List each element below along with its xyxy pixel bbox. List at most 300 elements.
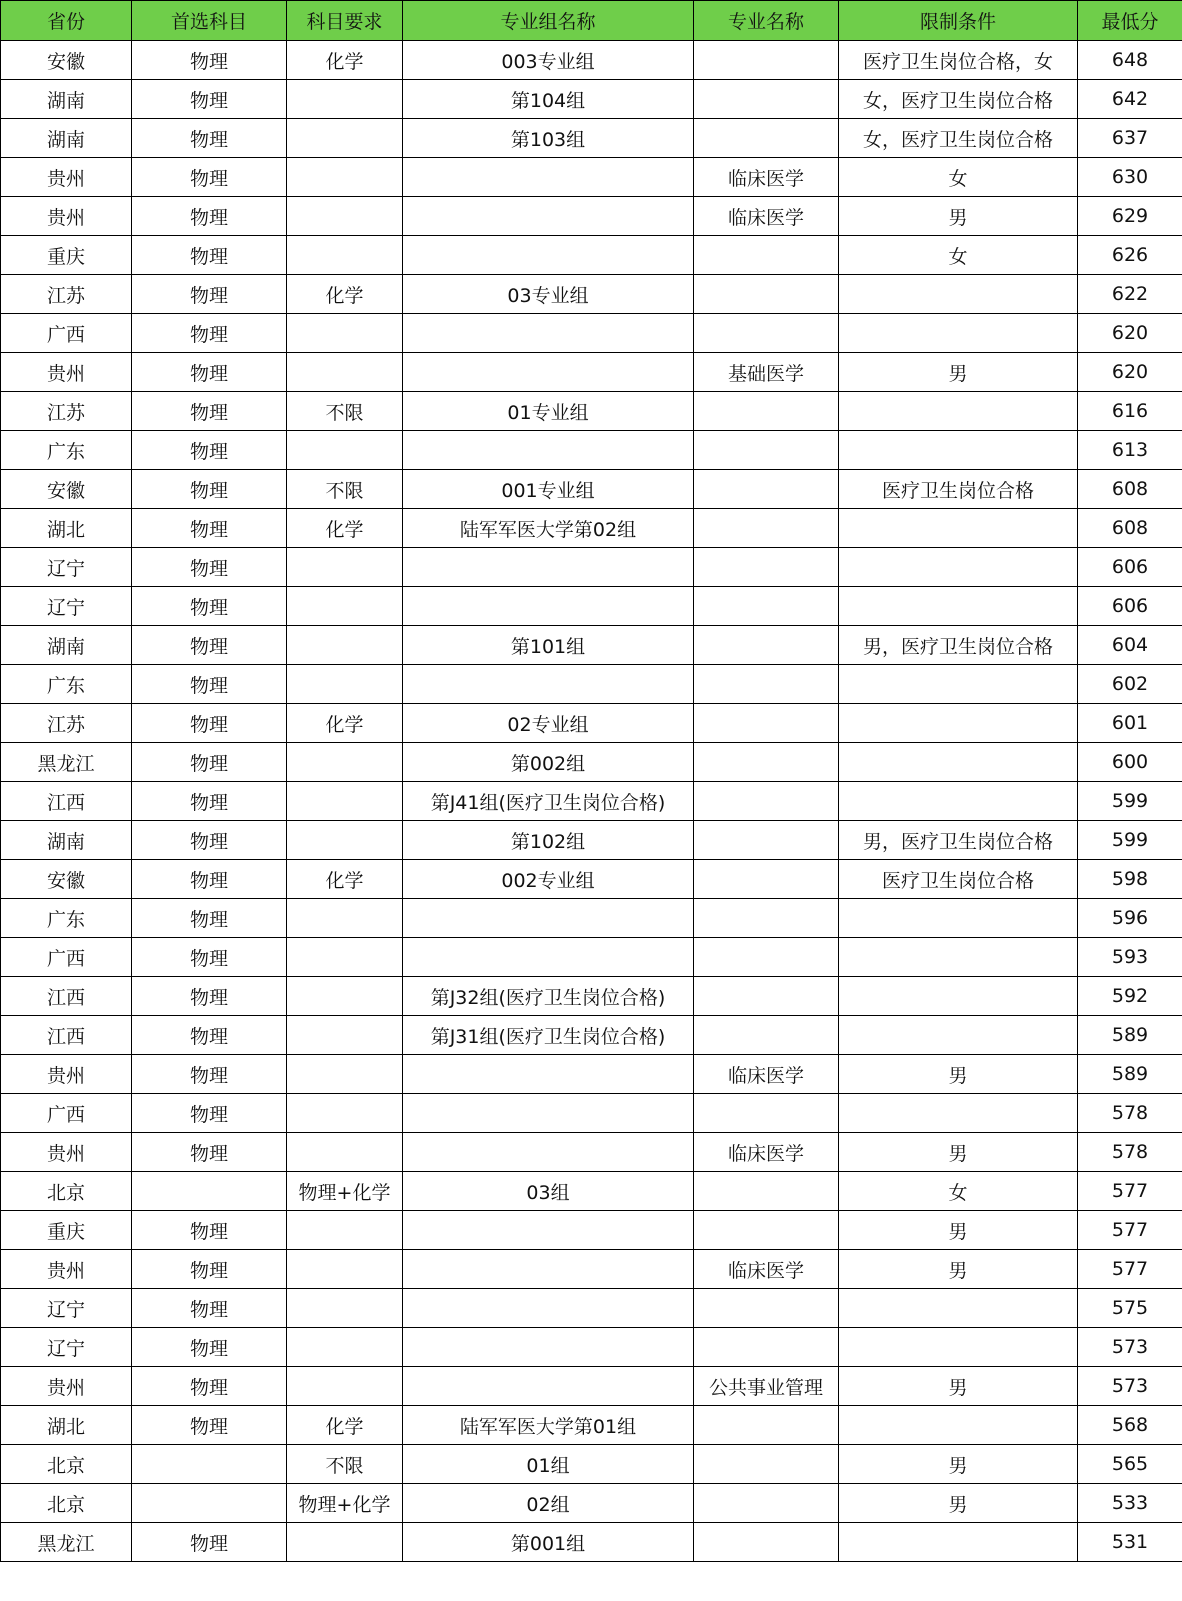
province-cell: 北京 [1,1172,132,1211]
primary-subject-cell: 物理 [132,1133,287,1172]
major-name-cell [694,41,839,80]
min-score-cell: 622 [1078,275,1182,314]
major-name-cell [694,626,839,665]
province-cell: 贵州 [1,353,132,392]
table-row [1,548,1182,587]
province-cell: 北京 [1,1445,132,1484]
restriction-cell [839,431,1078,470]
major-group-cell: 第101组 [403,626,694,665]
restriction-cell [839,392,1078,431]
subject-requirement-cell: 化学 [287,704,403,743]
min-score-cell: 577 [1078,1211,1182,1250]
major-name-cell [694,1523,839,1562]
table-row [1,1055,1182,1094]
subject-requirement-cell [287,743,403,782]
restriction-cell: 男 [839,197,1078,236]
major-group-cell: 第J31组(医疗卫生岗位合格) [403,1016,694,1055]
min-score-cell: 606 [1078,548,1182,587]
table-row [1,1250,1182,1289]
restriction-cell: 男 [839,1250,1078,1289]
min-score-cell: 578 [1078,1133,1182,1172]
major-name-cell [694,665,839,704]
min-score-cell: 577 [1078,1250,1182,1289]
major-name-cell [694,704,839,743]
major-group-cell: 第J32组(医疗卫生岗位合格) [403,977,694,1016]
primary-subject-cell: 物理 [132,899,287,938]
province-cell: 湖南 [1,821,132,860]
table-row [1,626,1182,665]
restriction-cell: 女，医疗卫生岗位合格 [839,80,1078,119]
province-cell: 安徽 [1,470,132,509]
province-cell: 江苏 [1,275,132,314]
min-score-cell: 575 [1078,1289,1182,1328]
major-group-cell [403,1367,694,1406]
min-score-cell: 599 [1078,821,1182,860]
major-group-cell: 01组 [403,1445,694,1484]
restriction-cell [839,1289,1078,1328]
major-name-cell [694,899,839,938]
primary-subject-cell: 物理 [132,821,287,860]
restriction-cell: 男，医疗卫生岗位合格 [839,626,1078,665]
province-cell: 湖南 [1,626,132,665]
subject-requirement-cell [287,119,403,158]
primary-subject-cell: 物理 [132,977,287,1016]
province-cell: 广西 [1,1094,132,1133]
province-cell: 江苏 [1,704,132,743]
table-row [1,1406,1182,1445]
restriction-cell [839,587,1078,626]
primary-subject-cell: 物理 [132,1367,287,1406]
table-row [1,1484,1182,1523]
min-score-cell: 620 [1078,314,1182,353]
table-row [1,1172,1182,1211]
min-score-cell: 578 [1078,1094,1182,1133]
major-name-cell [694,1211,839,1250]
province-cell: 江苏 [1,392,132,431]
table-row [1,509,1182,548]
min-score-cell: 620 [1078,353,1182,392]
province-cell: 黑龙江 [1,1523,132,1562]
table-row [1,470,1182,509]
subject-requirement-cell [287,977,403,1016]
min-score-cell: 565 [1078,1445,1182,1484]
major-group-cell [403,1250,694,1289]
table-header [1,1,1182,41]
restriction-cell: 医疗卫生岗位合格 [839,860,1078,899]
primary-subject-cell: 物理 [132,626,287,665]
province-cell: 江西 [1,1016,132,1055]
province-cell: 安徽 [1,41,132,80]
min-score-cell: 601 [1078,704,1182,743]
subject-requirement-cell [287,1250,403,1289]
major-group-cell: 第002组 [403,743,694,782]
min-score-cell: 648 [1078,41,1182,80]
restriction-cell: 男 [839,1133,1078,1172]
restriction-cell [839,743,1078,782]
restriction-cell [839,1094,1078,1133]
province-cell: 辽宁 [1,548,132,587]
table-row [1,1445,1182,1484]
min-score-cell: 626 [1078,236,1182,275]
min-score-cell: 606 [1078,587,1182,626]
primary-subject-cell: 物理 [132,743,287,782]
restriction-cell [839,704,1078,743]
subject-requirement-cell [287,821,403,860]
subject-requirement-cell [287,353,403,392]
table-row [1,1094,1182,1133]
restriction-cell [839,314,1078,353]
major-name-cell [694,1094,839,1133]
major-name-cell: 基础医学 [694,353,839,392]
primary-subject-cell [132,1172,287,1211]
major-group-cell [403,1133,694,1172]
major-name-cell [694,1484,839,1523]
major-group-cell: 003专业组 [403,41,694,80]
major-name-cell [694,509,839,548]
header-major-group-name: 专业组名称 [403,1,694,41]
subject-requirement-cell [287,938,403,977]
min-score-cell: 613 [1078,431,1182,470]
min-score-cell: 608 [1078,470,1182,509]
header-major-name: 专业名称 [694,1,839,41]
major-group-cell [403,1211,694,1250]
min-score-cell: 568 [1078,1406,1182,1445]
major-group-cell [403,158,694,197]
province-cell: 广西 [1,314,132,353]
restriction-cell [839,1016,1078,1055]
major-name-cell [694,275,839,314]
min-score-cell: 637 [1078,119,1182,158]
subject-requirement-cell [287,626,403,665]
province-cell: 江西 [1,782,132,821]
restriction-cell: 男，医疗卫生岗位合格 [839,821,1078,860]
major-group-cell: 第103组 [403,119,694,158]
table-row [1,899,1182,938]
table-row [1,158,1182,197]
primary-subject-cell: 物理 [132,236,287,275]
table-row [1,314,1182,353]
header-restrictions: 限制条件 [839,1,1078,41]
primary-subject-cell: 物理 [132,1211,287,1250]
major-name-cell: 临床医学 [694,197,839,236]
subject-requirement-cell [287,80,403,119]
major-group-cell [403,665,694,704]
province-cell: 江西 [1,977,132,1016]
min-score-cell: 642 [1078,80,1182,119]
province-cell: 湖北 [1,1406,132,1445]
major-name-cell [694,977,839,1016]
major-group-cell [403,938,694,977]
subject-requirement-cell [287,314,403,353]
restriction-cell: 女，医疗卫生岗位合格 [839,119,1078,158]
major-group-cell [403,1055,694,1094]
table-row [1,1133,1182,1172]
table-row [1,977,1182,1016]
min-score-cell: 599 [1078,782,1182,821]
major-group-cell: 01专业组 [403,392,694,431]
major-name-cell [694,119,839,158]
subject-requirement-cell: 化学 [287,275,403,314]
subject-requirement-cell: 不限 [287,470,403,509]
major-name-cell [694,821,839,860]
min-score-cell: 531 [1078,1523,1182,1562]
restriction-cell [839,1328,1078,1367]
primary-subject-cell: 物理 [132,704,287,743]
primary-subject-cell: 物理 [132,431,287,470]
major-name-cell [694,1445,839,1484]
major-name-cell [694,236,839,275]
major-group-cell: 02专业组 [403,704,694,743]
table-body [1,41,1182,1562]
province-cell: 贵州 [1,197,132,236]
table-row [1,782,1182,821]
subject-requirement-cell [287,1133,403,1172]
major-group-cell: 第102组 [403,821,694,860]
primary-subject-cell: 物理 [132,392,287,431]
province-cell: 广东 [1,899,132,938]
major-name-cell [694,431,839,470]
major-name-cell [694,1172,839,1211]
restriction-cell [839,1523,1078,1562]
restriction-cell [839,782,1078,821]
primary-subject-cell: 物理 [132,80,287,119]
primary-subject-cell [132,1445,287,1484]
major-group-cell: 陆军军医大学第01组 [403,1406,694,1445]
major-group-cell: 02组 [403,1484,694,1523]
min-score-cell: 604 [1078,626,1182,665]
primary-subject-cell: 物理 [132,158,287,197]
primary-subject-cell: 物理 [132,1250,287,1289]
restriction-cell [839,938,1078,977]
major-group-cell [403,314,694,353]
primary-subject-cell: 物理 [132,197,287,236]
table-row [1,743,1182,782]
primary-subject-cell: 物理 [132,665,287,704]
subject-requirement-cell [287,899,403,938]
major-name-cell [694,470,839,509]
major-group-cell [403,1328,694,1367]
major-group-cell [403,899,694,938]
primary-subject-cell: 物理 [132,1328,287,1367]
table-row [1,431,1182,470]
primary-subject-cell: 物理 [132,1016,287,1055]
subject-requirement-cell [287,431,403,470]
subject-requirement-cell [287,782,403,821]
major-name-cell [694,1406,839,1445]
province-cell: 辽宁 [1,1328,132,1367]
major-group-cell [403,431,694,470]
table-row [1,236,1182,275]
min-score-cell: 593 [1078,938,1182,977]
primary-subject-cell: 物理 [132,314,287,353]
table-row [1,41,1182,80]
province-cell: 广东 [1,665,132,704]
primary-subject-cell [132,1484,287,1523]
province-cell: 辽宁 [1,1289,132,1328]
subject-requirement-cell: 化学 [287,860,403,899]
restriction-cell: 医疗卫生岗位合格，女 [839,41,1078,80]
table-row [1,665,1182,704]
primary-subject-cell: 物理 [132,119,287,158]
primary-subject-cell: 物理 [132,782,287,821]
primary-subject-cell: 物理 [132,548,287,587]
major-name-cell: 公共事业管理 [694,1367,839,1406]
restriction-cell: 女 [839,158,1078,197]
subject-requirement-cell [287,1094,403,1133]
header-province: 省份 [1,1,132,41]
major-name-cell: 临床医学 [694,1250,839,1289]
subject-requirement-cell: 化学 [287,1406,403,1445]
restriction-cell [839,1406,1078,1445]
restriction-cell: 男 [839,1367,1078,1406]
table-row [1,938,1182,977]
major-name-cell [694,782,839,821]
subject-requirement-cell [287,1289,403,1328]
major-group-cell [403,587,694,626]
primary-subject-cell: 物理 [132,353,287,392]
min-score-cell: 589 [1078,1055,1182,1094]
restriction-cell [839,275,1078,314]
major-group-cell: 第001组 [403,1523,694,1562]
province-cell: 北京 [1,1484,132,1523]
table-row [1,821,1182,860]
major-name-cell: 临床医学 [694,1133,839,1172]
major-name-cell [694,860,839,899]
major-name-cell: 临床医学 [694,1055,839,1094]
restriction-cell: 男 [839,1484,1078,1523]
header-subject-requirement: 科目要求 [287,1,403,41]
major-name-cell [694,392,839,431]
min-score-cell: 598 [1078,860,1182,899]
major-name-cell [694,314,839,353]
subject-requirement-cell [287,1328,403,1367]
major-group-cell: 03组 [403,1172,694,1211]
table-row [1,197,1182,236]
min-score-cell: 596 [1078,899,1182,938]
subject-requirement-cell: 化学 [287,41,403,80]
table-row [1,119,1182,158]
restriction-cell: 女 [839,1172,1078,1211]
table-row [1,704,1182,743]
major-name-cell: 临床医学 [694,158,839,197]
subject-requirement-cell: 化学 [287,509,403,548]
subject-requirement-cell [287,1211,403,1250]
province-cell: 贵州 [1,1250,132,1289]
major-group-cell [403,548,694,587]
min-score-cell: 533 [1078,1484,1182,1523]
subject-requirement-cell [287,1523,403,1562]
table-row [1,1289,1182,1328]
subject-requirement-cell: 不限 [287,392,403,431]
major-name-cell [694,1016,839,1055]
major-group-cell: 001专业组 [403,470,694,509]
subject-requirement-cell: 不限 [287,1445,403,1484]
subject-requirement-cell [287,587,403,626]
min-score-cell: 573 [1078,1367,1182,1406]
province-cell: 广东 [1,431,132,470]
major-name-cell [694,80,839,119]
min-score-cell: 600 [1078,743,1182,782]
major-group-cell [403,197,694,236]
province-cell: 湖北 [1,509,132,548]
restriction-cell: 男 [839,1055,1078,1094]
primary-subject-cell: 物理 [132,275,287,314]
primary-subject-cell: 物理 [132,1094,287,1133]
subject-requirement-cell: 物理+化学 [287,1172,403,1211]
table-row [1,275,1182,314]
min-score-cell: 630 [1078,158,1182,197]
min-score-cell: 573 [1078,1328,1182,1367]
table-row [1,1211,1182,1250]
table-row [1,353,1182,392]
primary-subject-cell: 物理 [132,1289,287,1328]
major-name-cell [694,1289,839,1328]
major-group-cell: 002专业组 [403,860,694,899]
primary-subject-cell: 物理 [132,1406,287,1445]
table-row [1,1328,1182,1367]
major-group-cell [403,236,694,275]
restriction-cell: 医疗卫生岗位合格 [839,470,1078,509]
major-group-cell: 第J41组(医疗卫生岗位合格) [403,782,694,821]
min-score-cell: 577 [1078,1172,1182,1211]
header-row [1,1,1182,41]
province-cell: 黑龙江 [1,743,132,782]
subject-requirement-cell [287,1016,403,1055]
province-cell: 贵州 [1,1367,132,1406]
major-group-cell: 第104组 [403,80,694,119]
primary-subject-cell: 物理 [132,509,287,548]
restriction-cell [839,509,1078,548]
min-score-cell: 592 [1078,977,1182,1016]
restriction-cell: 女 [839,236,1078,275]
province-cell: 贵州 [1,1133,132,1172]
major-name-cell [694,938,839,977]
major-group-cell [403,1094,694,1133]
province-cell: 湖南 [1,80,132,119]
restriction-cell [839,548,1078,587]
subject-requirement-cell [287,548,403,587]
subject-requirement-cell [287,1055,403,1094]
restriction-cell [839,977,1078,1016]
province-cell: 贵州 [1,158,132,197]
min-score-cell: 608 [1078,509,1182,548]
province-cell: 重庆 [1,1211,132,1250]
major-name-cell [694,548,839,587]
subject-requirement-cell [287,665,403,704]
primary-subject-cell: 物理 [132,938,287,977]
subject-requirement-cell: 物理+化学 [287,1484,403,1523]
table-row [1,80,1182,119]
restriction-cell [839,899,1078,938]
table-row [1,1016,1182,1055]
table-row [1,860,1182,899]
province-cell: 广西 [1,938,132,977]
major-name-cell [694,743,839,782]
major-group-cell: 03专业组 [403,275,694,314]
restriction-cell: 男 [839,1211,1078,1250]
primary-subject-cell: 物理 [132,1523,287,1562]
major-group-cell: 陆军军医大学第02组 [403,509,694,548]
subject-requirement-cell [287,1367,403,1406]
province-cell: 湖南 [1,119,132,158]
primary-subject-cell: 物理 [132,470,287,509]
primary-subject-cell: 物理 [132,41,287,80]
province-cell: 贵州 [1,1055,132,1094]
subject-requirement-cell [287,236,403,275]
primary-subject-cell: 物理 [132,587,287,626]
province-cell: 安徽 [1,860,132,899]
min-score-cell: 602 [1078,665,1182,704]
